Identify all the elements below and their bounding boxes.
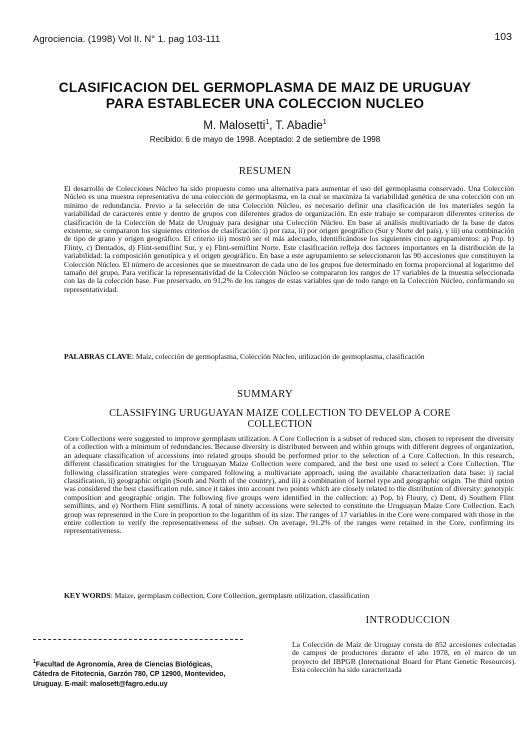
footnote-line-3: Uruguay. E-mail: malosett@fagro.edu.uy (33, 680, 168, 688)
summary-title-line-2: COLLECTION (247, 419, 313, 430)
footnote-line-1-text: Facultad de Agronomía, Area de Ciencias Biológicas, (35, 661, 213, 669)
key-words-label: KEY WORDS (64, 591, 111, 600)
footnote-line-2: Cátedra de Fitotecnia, Garzón 780, CP 12900, Montevideo, (33, 670, 226, 678)
author-2: T. Abadie (275, 119, 323, 132)
key-words-text: : Maize, germplasm collection, Core Collection, germplasm utilization, classification (110, 591, 370, 600)
author-2-affiliation: 1 (322, 119, 327, 126)
author-1-affiliation: 1 (265, 119, 270, 126)
introduccion-heading: INTRODUCCION (365, 615, 451, 626)
keywords-text: : Maíz, colección de germoplasma, Colección Núcleo, utilización de germoplasma, clasificación (131, 352, 425, 361)
footnote-divider (33, 639, 243, 640)
summary-keywords (64, 592, 514, 600)
author-list (0, 119, 530, 132)
summary-title-line-1: CLASSIFYING URUGUAYAN MAIZE COLLECTION TO DEVELOP A CORE (109, 408, 451, 419)
summary-abstract: Core Collections were suggested to improve germplasm utilization. A Core Collection is a subset of reduced size, chosen to represent the diversity of a collection with a minimum of redundancies. Because diversity is distributed between and within groups with different degrees of organization, an adequate classification of accessions into related groups should be performed prior to the selection of a Core Collection. In this research, different classification strategies for the Uruguayan Maize Collection were compared, and the best one used to select a Core Collection. The following classification strategies were compared following a multivariate approach, using the available characterization data base: i) racial classification, ii) geographic origin (South and North of the country), and iii) a combination of kernel type and geographic origin. The third option was considered the best classification rule, since it takes into account two points which are closely related to the distribution of diversity: genotypic composition and geographic origin. The following five groups were identified in the collection: a) Pop, b) Floury, c) Dent, d) Southern Flint semiflints, and e) Northern Flint semiflints. A total of ninety accessions were selected to constitute the Uruguayan Maize Core Collection. Each group was represented in the Core in proportion to the logarithm of its size. The ranges of 17 variables in the Core were compared with those in the entire collection to verify the representativeness of the subset. On average, 91.2% of the ranges were retained in the Core, confirming its representativeness. (64, 434, 514, 536)
footnote-marker: 1 (33, 659, 36, 665)
page-number: 103 (494, 31, 512, 43)
title-line-2: PARA ESTABLECER UNA COLECCION NUCLEO (105, 96, 425, 111)
title-line-1: CLASIFICACION DEL GERMOPLASMA DE MAIZ DE URUGUAY (58, 80, 472, 95)
resumen-abstract: El desarrollo de Colecciones Núcleo ha sido propuesto como una alternativa para aumentar el uso del germoplasma conservado. Una Colección Núcleo es una muestra representativa de una colección de germoplasma, en la cual se maximiza la variabilidad genética de una colección con un mínimo de redundancia. Previo a la selección de una Colección Núcleo, es necesario definir una clasificación de los materiales según la variabilidad de caracteres entre y dentro de grupos con diferentes grados de organización. En este trabajo se compararon diferentes criterios de clasificación de la Colección de Maíz de Uruguay para designar una Colección Núcleo. En base al análisis multivariado de la base de datos existente, se compararon los siguientes criterios de clasificación: i) por raza, ii) por origen geográfico (Sur y Norte del país), y iii) una combinación de tipo de grano y origen geográfico. El criterio iii) mostró ser el más adecuado, identificándose los siguientes cinco agrupamientos: a) Pop. b) Flinty, c) Dentados, d) Flint-semiflint Sur, y e) Flint-semiflint Norte. Este clasificación refleja dos factores importantes en la distribución de la variabilidad: la composición genotípica y el origen geográfico. En base a este agrupamiento se seleccionaron las 90 accesiones que constituyen la Colección Núcleo. El número de accesiones que se muestrearon de cada uno de los grupos fue determinado en forma proporcional al logaritmo del tamaño del grupo. Para verificar la representatividad de la Colección Núcleo se compararon los rangos de 17 variables de la muestra seleccionada con las de la colección base. Fue preservado, en 91,2% de los rangos de estas variables que de todo rango en la Colección Núcleo, confirmando su representatividad. (64, 184, 514, 294)
received-accepted-dates: Recibido: 6 de mayo de 1998. Aceptado: 2 de setiembre de 1998 (149, 135, 381, 144)
affiliation-footnote (33, 658, 243, 689)
resumen-heading: RESUMEN (238, 166, 292, 177)
journal-citation: Agrociencia. (1998) Vol II. N° 1. pag 103-111 (33, 34, 221, 45)
author-1: M. Malosetti (203, 119, 266, 132)
author-separator: , (269, 119, 276, 132)
running-head (33, 31, 512, 45)
footnote-line-1 (33, 658, 243, 670)
resumen-keywords (64, 353, 514, 361)
introduccion-text: La Colección de Maíz de Uruguay consta de 852 accesiones colectadas de campos de productores durante el año 1978, en el marco de un proyecto del IBPGR (International Board for Plant Genetic Resources). Esta colección ha sido caracterizada (292, 640, 516, 675)
keywords-label: PALABRAS CLAVE (64, 352, 132, 361)
paper-title (30, 80, 500, 112)
summary-title (60, 408, 500, 430)
summary-heading: SUMMARY (237, 389, 293, 400)
